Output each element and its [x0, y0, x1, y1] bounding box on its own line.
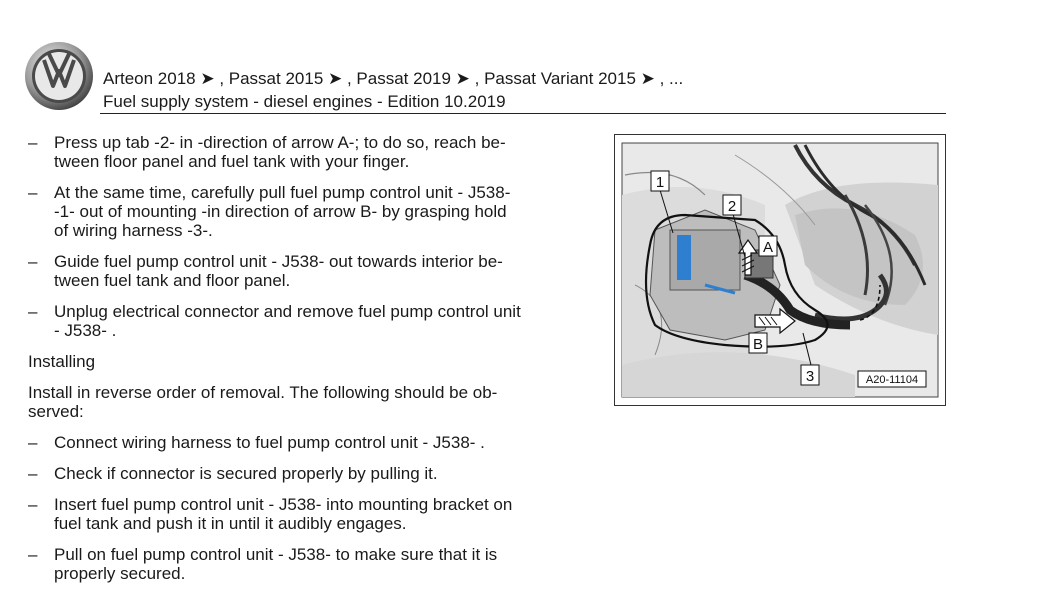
procedure-text — [28, 133, 588, 595]
step-1-text: Press up tab -2- in -direction of arrow A-; to do so, reach be- tween floor panel and fuel tank with your finger. — [54, 133, 506, 171]
bullet-dash: – — [28, 183, 38, 202]
step-3-text: Guide fuel pump control unit - J538- out towards interior be- tween fuel tank and floor panel. — [54, 252, 503, 290]
figure-illustration — [615, 135, 944, 404]
step-2-text: At the same time, carefully pull fuel pump control unit - J538- -1- out of mounting -in direction of arrow B- by grasping hold of wiring harness -3-. — [54, 183, 511, 240]
procedure-figure — [614, 134, 946, 406]
callout-3: 3 — [805, 368, 815, 385]
removal-step — [28, 133, 588, 171]
installing-step — [28, 464, 588, 483]
installing-step — [28, 433, 588, 452]
vw-logo — [24, 41, 94, 111]
bullet-dash: – — [28, 545, 38, 564]
install-step-2-text: Check if connector is secured properly by pulling it. — [54, 464, 438, 483]
installing-intro: Install in reverse order of removal. The following should be ob- served: — [28, 383, 498, 421]
removal-step — [28, 252, 588, 290]
bullet-dash: – — [28, 433, 38, 452]
arrow-a-label: A — [762, 239, 774, 256]
install-step-3-text: Insert fuel pump control unit - J538- into mounting bracket on fuel tank and push it in until it audibly engages. — [54, 495, 513, 533]
removal-step — [28, 302, 588, 340]
installing-heading: Installing — [28, 352, 96, 371]
callout-2: 2 — [727, 198, 737, 215]
figure-id: A20-11104 — [865, 374, 919, 386]
step-4-text: Unplug electrical connector and remove fuel pump control unit - J538- . — [54, 302, 521, 340]
bullet-dash: – — [28, 302, 38, 321]
bullet-dash: – — [28, 464, 38, 483]
page-subtitle: Fuel supply system - diesel engines - Edition 10.2019 — [103, 92, 506, 111]
bullet-dash: – — [28, 495, 38, 514]
header-divider — [100, 113, 946, 114]
install-step-1-text: Connect wiring harness to fuel pump control unit - J538- . — [54, 433, 485, 452]
install-step-4-text: Pull on fuel pump control unit - J538- to make sure that it is properly secured. — [54, 545, 498, 583]
removal-step — [28, 183, 588, 240]
installing-step — [28, 545, 588, 583]
arrow-b-label: B — [752, 336, 764, 353]
bullet-dash: – — [28, 133, 38, 152]
installing-step — [28, 495, 588, 533]
breadcrumb[interactable]: Arteon 2018 ➤ , Passat 2015 ➤ , Passat 2019 ➤ , Passat Variant 2015 ➤ , ... — [103, 69, 684, 88]
callout-1: 1 — [655, 174, 665, 191]
bullet-dash: – — [28, 252, 38, 271]
